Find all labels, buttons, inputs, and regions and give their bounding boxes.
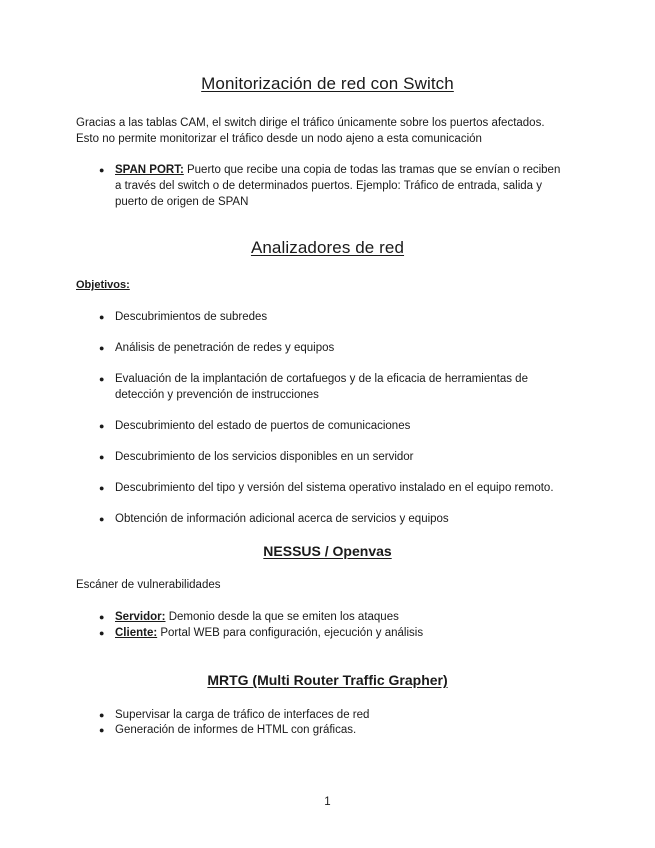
section-title-nessus: NESSUS / Openvas [263,543,392,559]
intro-line: Gracias a las tablas CAM, el switch dirige el tráfico únicamente sobre los puertos afectados. [76,117,545,129]
intro-line: Esto no permite monitorizar el tráfico desde un nodo ajeno a esta comunicación [76,133,482,145]
list-item-client [99,625,569,641]
server-label: Servidor: [115,611,166,623]
bullet-icon: ● [99,421,105,431]
bullet-icon: ● [99,452,105,462]
client-label: Cliente: [115,627,158,639]
section-title-network-analyzers: Analizadores de red [250,238,405,257]
section-title-mrtg: MRTG (Multi Router Traffic Grapher) [207,672,448,688]
list-item: ● Descubrimiento del estado de puertos de comunicaciones [99,420,411,432]
list-item-server [99,609,569,625]
nessus-description: Escáner de vulnerabilidades [76,579,221,591]
bullet-icon: ● [99,612,105,622]
bullet-icon: ● [99,710,105,720]
bullet-icon: ● [99,374,105,384]
list-item: ● Análisis de penetración de redes y equipos [99,342,335,354]
client-text: Portal WEB para configuración, ejecución y análisis [157,627,424,639]
span-port-label: SPAN PORT: [115,164,184,176]
list-item: ● Obtención de información adicional acerca de servicios y equipos [99,513,449,525]
bullet-icon: ● [99,343,105,353]
bullet-icon: ● [99,725,105,735]
objectives-label: Objetivos: [76,279,130,291]
list-item: ● Descubrimiento del tipo y versión del sistema operativo instalado en el equipo remoto. [99,482,554,494]
bullet-icon: ● [99,483,105,493]
bullet-icon: ● [99,514,105,524]
list-item: ● Supervisar la carga de tráfico de interfaces de red [99,709,370,721]
list-item: ● Evaluación de la implantación de cortafuegos y de la eficacia de herramientas de detección y prevención de instrucciones [99,373,528,401]
list-item: ● Descubrimientos de subredes [99,311,268,323]
section-title-switch-monitoring: Monitorización de red con Switch [201,74,454,93]
list-item-span-port [99,162,569,210]
intro-paragraph [76,115,576,147]
bullet-icon: ● [99,165,105,175]
span-port-text: a través del switch o de determinados puertos. Ejemplo: Tráfico de entrada, salida y [115,180,543,192]
bullet-icon: ● [99,312,105,322]
span-port-text: Puerto que recibe una copia de todas las tramas que se envían o reciben [183,164,561,176]
bullet-icon: ● [99,628,105,638]
page-number: 1 [324,796,331,808]
list-item: ● Generación de informes de HTML con gráficas. [99,724,357,736]
span-port-text: puerto de origen de SPAN [115,196,249,208]
list-item: ● Descubrimiento de los servicios disponibles en un servidor [99,451,414,463]
server-text: Demonio desde la que se emiten los ataques [165,611,399,623]
